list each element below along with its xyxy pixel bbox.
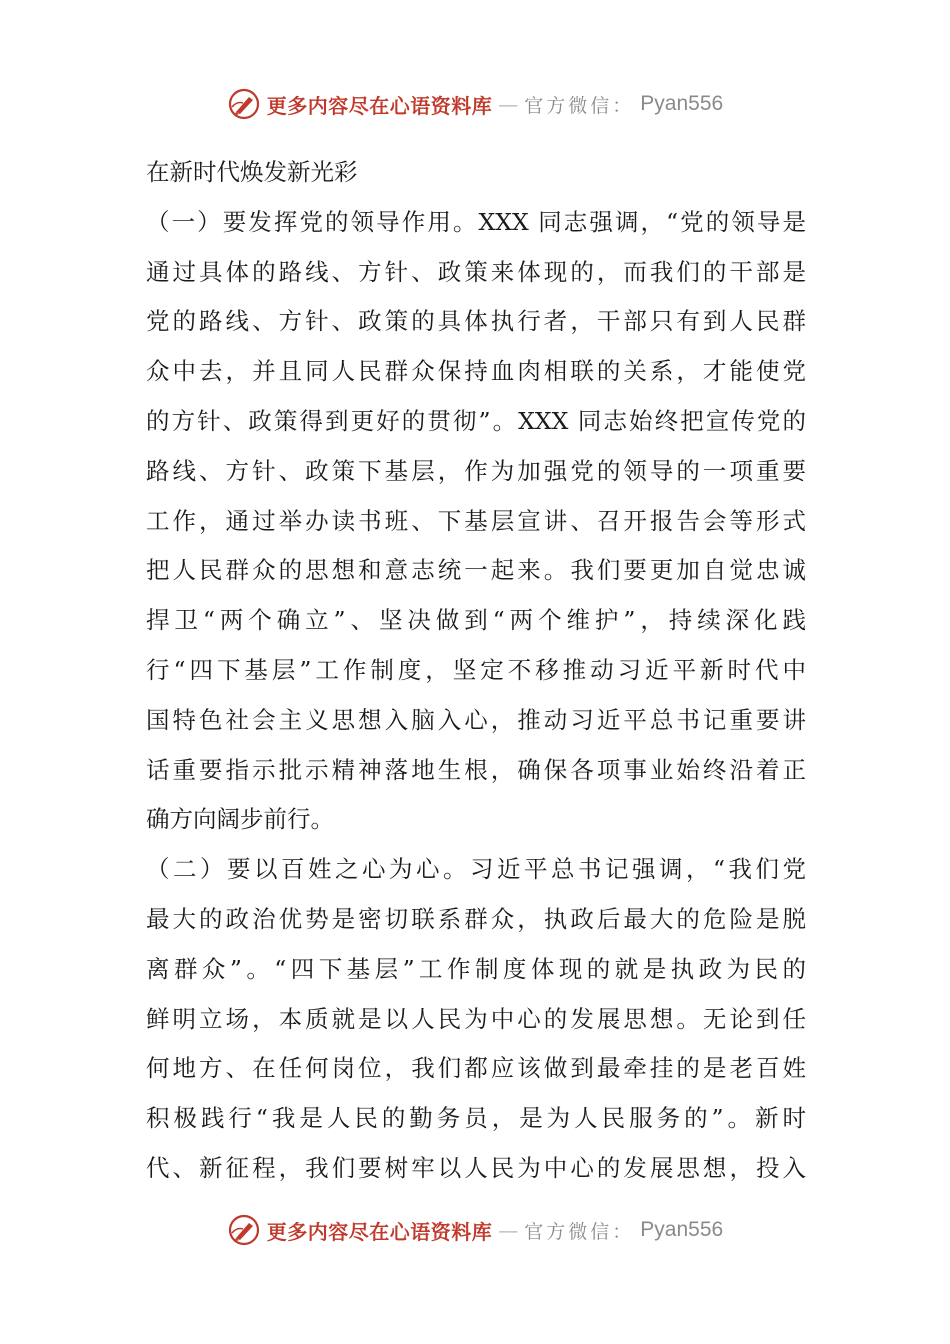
text-line: 国特色社会主义思想入脑入心，推动习近平总书记重要讲 bbox=[146, 705, 806, 734]
pen-logo-icon bbox=[227, 87, 261, 121]
text-line: 众中去，并且同人民群众保持血肉相联的关系，才能使党 bbox=[146, 357, 806, 386]
footer-separator: — bbox=[498, 1218, 519, 1242]
text-line: 的方针、政策得到更好的贯彻”。XXX 同志始终把宣传党的 bbox=[146, 406, 806, 435]
header-separator: — bbox=[498, 92, 519, 116]
text-line: 路线、方针、政策下基层，作为加强党的领导的一项重要 bbox=[146, 456, 806, 485]
text-line: 鲜明立场，本质就是以人民为中心的发展思想。无论到任 bbox=[146, 1004, 806, 1033]
text-line: 把人民群众的思想和意志统一起来。我们要更加自觉忠诚 bbox=[146, 556, 806, 585]
header-banner bbox=[0, 84, 950, 124]
text-line: 工作，通过举办读书班、下基层宣讲、召开报告会等形式 bbox=[146, 506, 806, 535]
header-wechat-label: 官方微信： bbox=[524, 94, 635, 117]
text-line: 行“四下基层”工作制度，坚定不移推动习近平新时代中 bbox=[146, 655, 806, 684]
document-heading: 在新时代焕发新光彩 bbox=[146, 158, 358, 186]
text-line: （二）要以百姓之心为心。习近平总书记强调，“我们党 bbox=[146, 855, 806, 884]
header-wechat-id: Pyan556 bbox=[640, 92, 724, 115]
footer-wechat-label: 官方微信： bbox=[524, 1220, 635, 1243]
footer-site-text: 更多内容尽在心语资料库 bbox=[266, 1219, 493, 1244]
text-line: （一）要发挥党的领导作用。XXX 同志强调，“党的领导是 bbox=[146, 207, 806, 236]
footer-banner bbox=[0, 1210, 950, 1250]
text-line: 离群众”。“四下基层”工作制度体现的就是执政为民的 bbox=[146, 954, 806, 983]
text-line: 最大的政治优势是密切联系群众，执政后最大的危险是脱 bbox=[146, 904, 806, 933]
text-line: 通过具体的路线、方针、政策来体现的，而我们的干部是 bbox=[146, 257, 806, 286]
text-line: 党的路线、方针、政策的具体执行者，干部只有到人民群 bbox=[146, 307, 806, 336]
footer-wechat-id: Pyan556 bbox=[640, 1218, 724, 1241]
text-line: 代、新征程，我们要树牢以人民为中心的发展思想，投入 bbox=[146, 1153, 806, 1182]
text-line: 话重要指示批示精神落地生根，确保各项事业始终沿着正 bbox=[146, 755, 806, 784]
document-body bbox=[146, 148, 806, 1194]
text-line: 捍卫“两个确立”、坚决做到“两个维护”，持续深化践 bbox=[146, 606, 806, 635]
header-site-text: 更多内容尽在心语资料库 bbox=[266, 93, 493, 118]
text-line: 何地方、在任何岗位，我们都应该做到最牵挂的是老百姓 bbox=[146, 1054, 806, 1083]
text-line: 确方向阔步前行。 bbox=[146, 805, 334, 834]
pen-logo-icon bbox=[227, 1213, 261, 1247]
text-line: 积极践行“我是人民的勤务员，是为人民服务的”。新时 bbox=[146, 1104, 806, 1133]
